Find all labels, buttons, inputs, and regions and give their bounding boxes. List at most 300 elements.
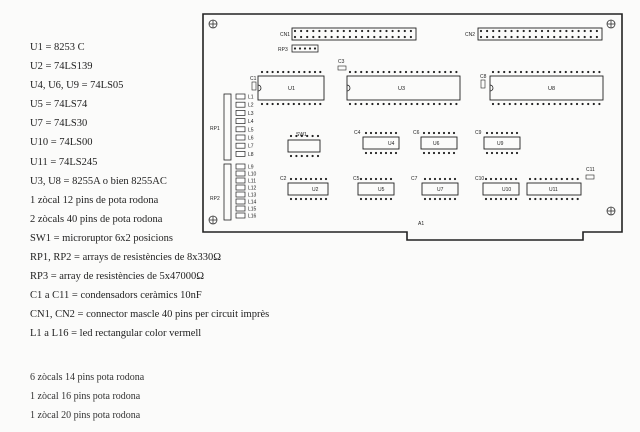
pin bbox=[486, 152, 488, 154]
c10-label: C10 bbox=[475, 176, 485, 182]
pin bbox=[365, 178, 367, 180]
pin bbox=[480, 30, 482, 32]
pin bbox=[390, 132, 392, 134]
pin bbox=[349, 30, 351, 32]
chip-u10 bbox=[475, 176, 519, 200]
pin bbox=[303, 103, 305, 105]
pin bbox=[319, 103, 321, 105]
led-l10 bbox=[236, 171, 245, 176]
pin bbox=[490, 178, 492, 180]
pin bbox=[537, 103, 539, 105]
pin bbox=[537, 71, 539, 73]
pin bbox=[309, 103, 311, 105]
pin bbox=[366, 71, 368, 73]
pin bbox=[520, 103, 522, 105]
chip-u7 bbox=[411, 176, 458, 200]
pin bbox=[305, 178, 307, 180]
u6-label: U6 bbox=[433, 141, 440, 147]
pin bbox=[439, 198, 441, 200]
pin bbox=[492, 30, 494, 32]
pin bbox=[405, 71, 407, 73]
pin bbox=[565, 71, 567, 73]
pin bbox=[370, 178, 372, 180]
pin bbox=[584, 30, 586, 32]
led-label-l14: L14 bbox=[248, 199, 257, 206]
pin bbox=[423, 152, 425, 154]
pin bbox=[433, 71, 435, 73]
pin bbox=[505, 198, 507, 200]
pin bbox=[385, 132, 387, 134]
pin bbox=[305, 198, 307, 200]
u4-label: U4 bbox=[388, 141, 395, 147]
pin bbox=[559, 71, 561, 73]
pin bbox=[448, 152, 450, 154]
rp1-body bbox=[224, 94, 231, 160]
pin bbox=[500, 198, 502, 200]
pin bbox=[559, 103, 561, 105]
pin bbox=[383, 103, 385, 105]
pin bbox=[443, 132, 445, 134]
pin bbox=[429, 198, 431, 200]
pin bbox=[498, 71, 500, 73]
pin bbox=[540, 178, 542, 180]
pin bbox=[455, 103, 457, 105]
pin bbox=[577, 178, 579, 180]
extra-line-14pin: 6 zòcals 14 pins pota rodona bbox=[30, 372, 145, 383]
pin bbox=[319, 71, 321, 73]
pin bbox=[303, 71, 305, 73]
pin bbox=[315, 198, 317, 200]
chip-u2 bbox=[280, 176, 328, 200]
pin bbox=[349, 71, 351, 73]
rp3-label: RP3 bbox=[278, 47, 288, 53]
led-l1 bbox=[236, 94, 245, 99]
pin bbox=[506, 152, 508, 154]
pin bbox=[553, 30, 555, 32]
pin bbox=[360, 103, 362, 105]
component-line-rp1-rp2: RP1, RP2 = arrays de resistències de 8x330Ω bbox=[30, 252, 222, 264]
pin bbox=[531, 71, 533, 73]
pin bbox=[576, 103, 578, 105]
pin bbox=[565, 36, 567, 38]
pin bbox=[444, 71, 446, 73]
mounting-holes bbox=[209, 20, 615, 224]
rp2-label: RP2 bbox=[210, 196, 220, 202]
pin bbox=[272, 103, 274, 105]
pin bbox=[443, 152, 445, 154]
pin bbox=[535, 36, 537, 38]
pin bbox=[294, 36, 296, 38]
pin bbox=[490, 198, 492, 200]
pin bbox=[375, 198, 377, 200]
pin bbox=[570, 103, 572, 105]
pin bbox=[534, 178, 536, 180]
pin bbox=[261, 71, 263, 73]
led-label-l2: L2 bbox=[248, 102, 254, 109]
pin bbox=[541, 30, 543, 32]
pin bbox=[361, 30, 363, 32]
pin bbox=[444, 103, 446, 105]
pin bbox=[366, 103, 368, 105]
pin bbox=[529, 36, 531, 38]
pin bbox=[439, 71, 441, 73]
pin bbox=[318, 30, 320, 32]
led-label-l13: L13 bbox=[248, 192, 257, 199]
led-l2 bbox=[236, 102, 245, 107]
pin bbox=[398, 36, 400, 38]
pin bbox=[293, 71, 295, 73]
pin bbox=[310, 178, 312, 180]
pin bbox=[515, 198, 517, 200]
pin bbox=[272, 71, 274, 73]
pin bbox=[360, 71, 362, 73]
pin bbox=[526, 103, 528, 105]
led-l9 bbox=[236, 164, 245, 169]
pin bbox=[540, 198, 542, 200]
pin bbox=[504, 30, 506, 32]
pin bbox=[515, 178, 517, 180]
pin bbox=[596, 30, 598, 32]
pin bbox=[598, 103, 600, 105]
pin bbox=[367, 36, 369, 38]
switch-sw1 bbox=[288, 132, 320, 157]
connector-cn2 bbox=[465, 28, 602, 40]
pin bbox=[582, 71, 584, 73]
pin bbox=[365, 198, 367, 200]
led-label-l7: L7 bbox=[248, 143, 254, 150]
c9-label: C9 bbox=[475, 130, 482, 136]
chip-u8 bbox=[490, 71, 603, 105]
pin bbox=[385, 152, 387, 154]
pin bbox=[506, 132, 508, 134]
pin bbox=[570, 71, 572, 73]
u9-label: U9 bbox=[497, 141, 504, 147]
u2-label: U2 bbox=[312, 187, 319, 193]
u10-label: U10 bbox=[502, 187, 512, 193]
component-line-rp3: RP3 = array de resistències de 5x47000Ω bbox=[30, 271, 205, 283]
pin bbox=[571, 30, 573, 32]
u11-label: U11 bbox=[549, 187, 558, 193]
pin bbox=[416, 71, 418, 73]
pin bbox=[529, 178, 531, 180]
pin bbox=[294, 47, 296, 49]
pin bbox=[388, 71, 390, 73]
component-line-socket-40: 2 zòcals 40 pins de pota rodona bbox=[30, 213, 163, 225]
led-l16 bbox=[236, 213, 245, 218]
pin bbox=[373, 36, 375, 38]
component-line-u4-u6-u9: U4, U6, U9 = 74LS05 bbox=[30, 80, 124, 92]
pin bbox=[449, 178, 451, 180]
c6-label: C6 bbox=[413, 130, 420, 136]
pin bbox=[380, 178, 382, 180]
pin bbox=[561, 178, 563, 180]
pin bbox=[598, 71, 600, 73]
pin bbox=[422, 103, 424, 105]
pin bbox=[590, 30, 592, 32]
capacitor-c3 bbox=[338, 59, 346, 70]
pin bbox=[287, 103, 289, 105]
pin bbox=[514, 71, 516, 73]
capacitor-c11 bbox=[586, 175, 594, 179]
pin bbox=[450, 71, 452, 73]
pin bbox=[416, 103, 418, 105]
pin bbox=[361, 36, 363, 38]
pin bbox=[282, 103, 284, 105]
pin bbox=[500, 178, 502, 180]
u8-label: U8 bbox=[548, 86, 556, 92]
pin bbox=[380, 132, 382, 134]
pin bbox=[314, 47, 316, 49]
pin bbox=[370, 132, 372, 134]
pin bbox=[318, 36, 320, 38]
pin bbox=[509, 103, 511, 105]
pin bbox=[287, 71, 289, 73]
pin bbox=[410, 36, 412, 38]
pin bbox=[300, 198, 302, 200]
component-line-u11: U11 = 74LS245 bbox=[30, 156, 98, 168]
pin bbox=[593, 103, 595, 105]
u5-label: U5 bbox=[378, 187, 385, 193]
pin bbox=[571, 36, 573, 38]
pin bbox=[317, 135, 319, 137]
led-l8 bbox=[236, 151, 245, 156]
pin bbox=[331, 30, 333, 32]
pin bbox=[434, 198, 436, 200]
pin bbox=[314, 103, 316, 105]
pin bbox=[294, 30, 296, 32]
pin bbox=[300, 36, 302, 38]
pin bbox=[555, 178, 557, 180]
pin bbox=[486, 36, 488, 38]
pin bbox=[295, 198, 297, 200]
pin bbox=[371, 103, 373, 105]
pin bbox=[439, 103, 441, 105]
pin bbox=[312, 30, 314, 32]
pin bbox=[523, 36, 525, 38]
pin bbox=[385, 178, 387, 180]
led-label-l4: L4 bbox=[248, 119, 254, 126]
pin bbox=[429, 178, 431, 180]
pin bbox=[485, 198, 487, 200]
pin bbox=[405, 103, 407, 105]
led-group-1 bbox=[210, 94, 254, 160]
pin bbox=[295, 155, 297, 157]
pin bbox=[385, 36, 387, 38]
pin bbox=[377, 103, 379, 105]
c1-label: C1 bbox=[250, 76, 257, 82]
pin bbox=[576, 71, 578, 73]
pin bbox=[501, 132, 503, 134]
pin bbox=[535, 30, 537, 32]
pin bbox=[266, 71, 268, 73]
pin bbox=[486, 30, 488, 32]
pin bbox=[516, 132, 518, 134]
led-l14 bbox=[236, 199, 245, 204]
pin bbox=[325, 198, 327, 200]
pin bbox=[498, 30, 500, 32]
a1-label: A1 bbox=[418, 221, 425, 227]
pin bbox=[375, 152, 377, 154]
led-l13 bbox=[236, 192, 245, 197]
pin bbox=[300, 178, 302, 180]
pin bbox=[306, 36, 308, 38]
pin bbox=[553, 36, 555, 38]
pin bbox=[454, 178, 456, 180]
connector-cn1 bbox=[280, 28, 416, 40]
led-label-l9: L9 bbox=[248, 164, 254, 171]
pin bbox=[542, 71, 544, 73]
pin bbox=[582, 103, 584, 105]
pin bbox=[404, 30, 406, 32]
led-label-l6: L6 bbox=[248, 135, 254, 142]
u7-label: U7 bbox=[437, 187, 444, 193]
pin bbox=[454, 198, 456, 200]
capacitor-c8 bbox=[480, 74, 487, 88]
pin bbox=[317, 155, 319, 157]
led-label-l8: L8 bbox=[248, 151, 254, 158]
pin bbox=[434, 178, 436, 180]
pin bbox=[510, 36, 512, 38]
led-l5 bbox=[236, 127, 245, 132]
pin bbox=[548, 71, 550, 73]
pin bbox=[531, 103, 533, 105]
pin bbox=[554, 103, 556, 105]
component-line-capacitors: C1 a C11 = condensadors ceràmics 10nF bbox=[30, 290, 202, 302]
pin bbox=[545, 178, 547, 180]
pin bbox=[360, 178, 362, 180]
pin bbox=[480, 36, 482, 38]
pin bbox=[510, 178, 512, 180]
pin bbox=[498, 36, 500, 38]
pin bbox=[541, 36, 543, 38]
pin bbox=[312, 155, 314, 157]
pin bbox=[355, 103, 357, 105]
pin bbox=[266, 103, 268, 105]
led-label-l16: L16 bbox=[248, 213, 257, 220]
pin bbox=[370, 152, 372, 154]
pin bbox=[301, 155, 303, 157]
pin bbox=[295, 178, 297, 180]
component-line-u5: U5 = 74LS74 bbox=[30, 99, 88, 111]
led-label-l1: L1 bbox=[248, 94, 254, 101]
pin bbox=[496, 152, 498, 154]
pin bbox=[510, 30, 512, 32]
pin bbox=[395, 152, 397, 154]
pin bbox=[444, 198, 446, 200]
pin bbox=[559, 36, 561, 38]
chip-u4 bbox=[354, 130, 399, 154]
pin bbox=[593, 71, 595, 73]
pin bbox=[547, 30, 549, 32]
pin bbox=[486, 132, 488, 134]
pin bbox=[505, 178, 507, 180]
pin bbox=[320, 198, 322, 200]
pin bbox=[277, 71, 279, 73]
pin bbox=[578, 30, 580, 32]
pin bbox=[565, 30, 567, 32]
pin bbox=[367, 30, 369, 32]
pin bbox=[349, 103, 351, 105]
pin bbox=[310, 198, 312, 200]
pin bbox=[504, 36, 506, 38]
pin bbox=[428, 152, 430, 154]
pin bbox=[277, 103, 279, 105]
pin bbox=[438, 152, 440, 154]
pin bbox=[315, 178, 317, 180]
chip-u1 bbox=[258, 71, 324, 105]
pin bbox=[511, 152, 513, 154]
pin bbox=[523, 30, 525, 32]
pin bbox=[529, 30, 531, 32]
pin bbox=[587, 71, 589, 73]
led-l3 bbox=[236, 110, 245, 115]
component-line-leds: L1 a L16 = led rectangular color vermell bbox=[30, 328, 202, 340]
cn1-label: CN1 bbox=[280, 32, 291, 38]
pin bbox=[398, 30, 400, 32]
pin bbox=[392, 30, 394, 32]
pin bbox=[517, 30, 519, 32]
pin bbox=[561, 198, 563, 200]
pin bbox=[433, 152, 435, 154]
pin bbox=[385, 198, 387, 200]
pin bbox=[290, 198, 292, 200]
pin bbox=[423, 132, 425, 134]
pin bbox=[390, 198, 392, 200]
component-line-u1: U1 = 8253 C bbox=[30, 42, 85, 53]
pin bbox=[261, 103, 263, 105]
pin bbox=[449, 198, 451, 200]
pin bbox=[411, 71, 413, 73]
pin bbox=[370, 198, 372, 200]
pin bbox=[520, 71, 522, 73]
pin bbox=[355, 36, 357, 38]
c4-label: C4 bbox=[354, 130, 361, 136]
pin bbox=[438, 132, 440, 134]
led-l7 bbox=[236, 143, 245, 148]
pin bbox=[596, 36, 598, 38]
led-label-l3: L3 bbox=[248, 110, 254, 117]
pin bbox=[548, 103, 550, 105]
pin bbox=[371, 71, 373, 73]
pin bbox=[439, 178, 441, 180]
pin bbox=[495, 198, 497, 200]
u1-label: U1 bbox=[288, 86, 296, 92]
pin bbox=[300, 30, 302, 32]
pin bbox=[306, 155, 308, 157]
pin bbox=[498, 103, 500, 105]
component-line-sw1: SW1 = microruptor 6x2 posicions bbox=[30, 232, 173, 244]
led-l4 bbox=[236, 119, 245, 124]
pin bbox=[399, 103, 401, 105]
pin bbox=[324, 30, 326, 32]
pin bbox=[355, 71, 357, 73]
pin bbox=[455, 71, 457, 73]
led-l11 bbox=[236, 178, 245, 183]
pin bbox=[514, 103, 516, 105]
chip-u5 bbox=[353, 176, 394, 200]
pin bbox=[448, 132, 450, 134]
chip-u9 bbox=[475, 130, 520, 154]
pin bbox=[427, 103, 429, 105]
pin bbox=[428, 132, 430, 134]
pin bbox=[566, 178, 568, 180]
sw1-label: SW1 bbox=[296, 132, 307, 138]
pin bbox=[554, 71, 556, 73]
led-label-l15: L15 bbox=[248, 206, 257, 213]
pin bbox=[349, 36, 351, 38]
pin bbox=[312, 36, 314, 38]
pin bbox=[365, 132, 367, 134]
